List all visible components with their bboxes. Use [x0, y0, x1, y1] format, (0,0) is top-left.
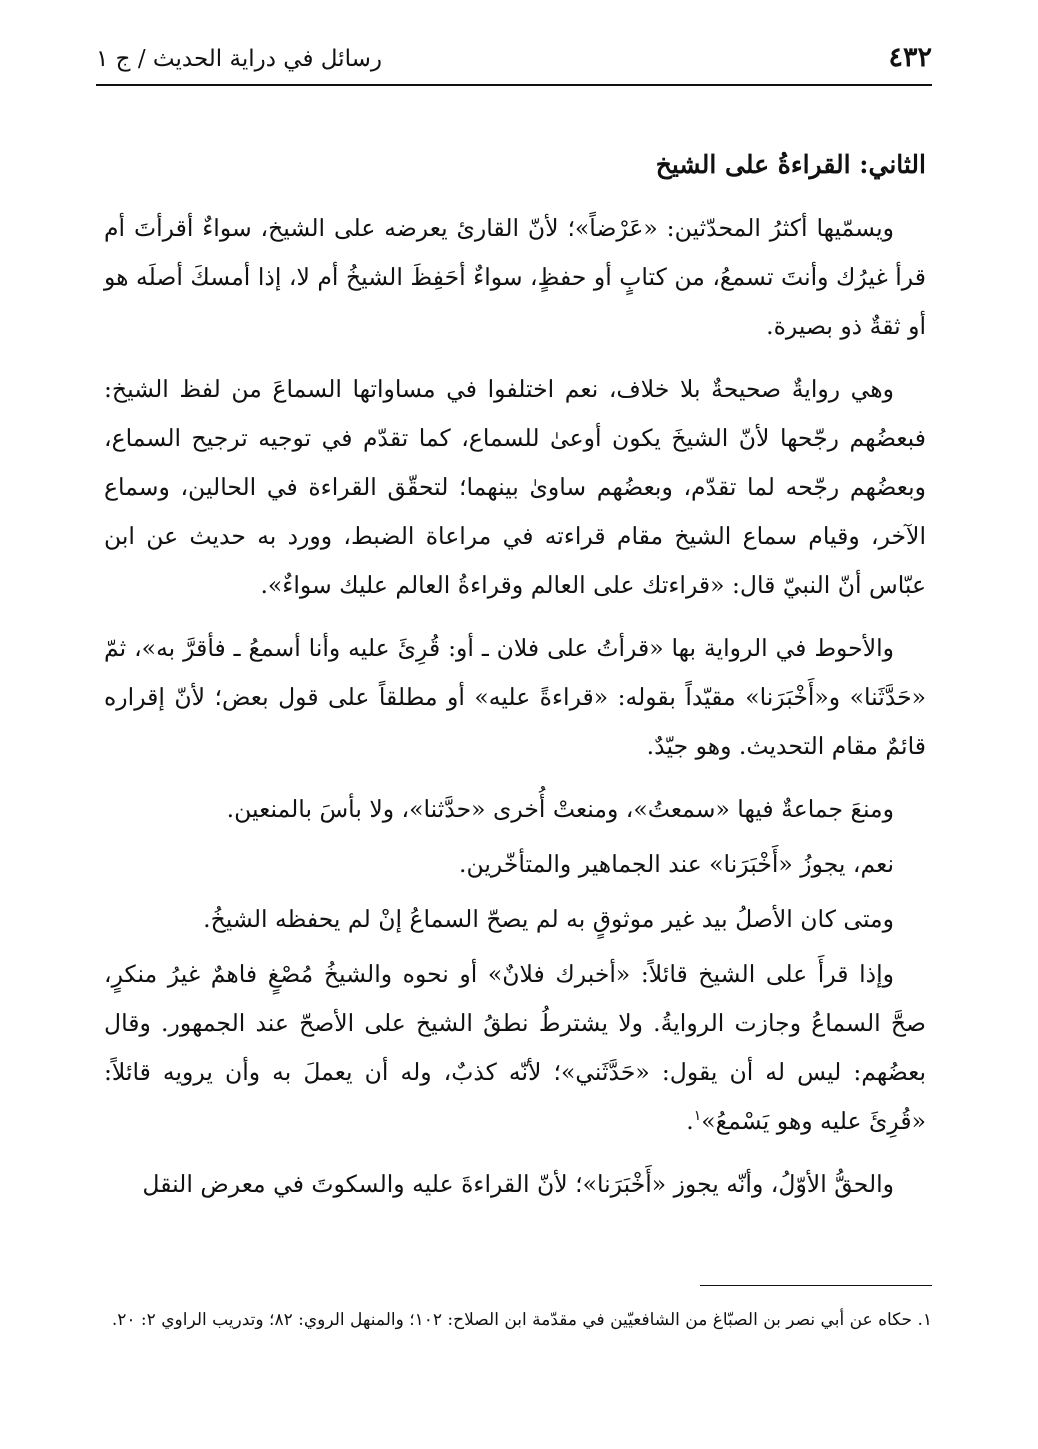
- paragraph-7-text: وإذا قرأَ على الشيخ قائلاً: «أخبرك فلانٌ» أو نحوه والشيخُ مُصْغٍ فاهمٌ غيرُ منكرٍ، صحَّ السماعُ وجازت الروايةُ. ولا يشترطُ نطقُ الشيخ على الأصحّ عند الجمهور. وقال بعضُهم: ليس له أن يقول: «حَدَّثَني»؛ لأنّه كذبٌ، وله أن يعملَ به وأن يرويه قائلاً: «قُرِئَ عليه وهو يَسْمعُ»: [104, 960, 926, 1135]
- paragraph-5: نعم، يجوزُ «أَخْبَرَنا» عند الجماهير والمتأخّرين.: [459, 850, 894, 878]
- footnote-rule: [700, 1285, 932, 1286]
- paragraph-4: ومنعَ جماعةٌ فيها «سمعتُ»، ومنعتْ أُخرى «حدَّثنا»، ولا بأسَ بالمنعين.: [226, 795, 894, 823]
- paragraph-6: ومتى كان الأصلُ بيد غير موثوقٍ به لم يصحّ السماعُ إنْ لم يحفظه الشيخُ.: [203, 905, 894, 933]
- paragraph-7: [104, 950, 926, 1146]
- header-rule: [96, 84, 932, 86]
- footnote-1: ١. حكاه عن أبي نصر بن الصبّاغ من الشافعيّين في مقدّمة ابن الصلاح: ١٠٢؛ والمنهل الروي: ٨٢؛ وتدريب الراوي ٢: ٢٠.: [111, 1310, 932, 1330]
- page-number: ٤٣٢: [888, 42, 932, 73]
- running-title: رسائل في دراية الحديث / ج ١: [96, 46, 382, 72]
- footnote-marker[interactable]: ١: [693, 1108, 702, 1125]
- paragraph-3: والأحوط في الرواية بها «قرأتُ على فلان ـ أو: قُرِئَ عليه وأنا أسمعُ ـ فأقرَّ به»، ثمّ «حَدَّثَنا» و«أَخْبَرَنا» مقيّداً بقوله: «قراءةً عليه» أو مطلقاً على قول بعض؛ لأنّ إقراره قائمٌ مقام التحديث. وهو جيّدٌ.: [104, 634, 926, 760]
- running-header: [96, 36, 932, 86]
- paragraph-8: والحقُّ الأوّلُ، وأنّه يجوز «أَخْبَرَنا»؛ لأنّ القراءةَ عليه والسكوتَ في معرض النقل: [142, 1170, 894, 1198]
- paragraph-7-end: .: [686, 1107, 694, 1135]
- section-heading-label: الثاني:: [859, 150, 926, 179]
- paragraph-2: وهي روايةٌ صحيحةٌ بلا خلاف، نعم اختلفوا في مساواتها السماعَ من لفظ الشيخ: فبعضُهم رجّحها لأنّ الشيخَ يكون أوعىٰ للسماع، كما تقدّم في توجيه ترجيح السماع، وبعضُهم رجّحه لما تقدّم، وبعضُهم ساوىٰ بينهما؛ لتحقّق القراءة في الحالين، وسماع الآخر، وقيام سماع الشيخ مقام قراءته في مراعاة الضبط، وورد به حديث عن ابن عبّاس أنّ النبيّ قال: «قراءتك على العالم وقراءةُ العالم عليك سواءٌ».: [104, 375, 926, 599]
- body-text: [104, 140, 926, 1223]
- section-heading: [104, 140, 926, 190]
- paragraph-1: ويسمّيها أكثرُ المحدّثين: «عَرْضاً»؛ لأنّ القارئ يعرضه على الشيخ، سواءٌ أقرأتَ أم قرأ غيرُك وأنتَ تسمعُ، من كتابٍ أو حفظٍ، سواءٌ أحَفِظَ الشيخُ أم لا، إذا أمسكَ أصلَه هو أو ثقةٌ ذو بصيرة.: [104, 214, 926, 340]
- section-heading-title: القراءةُ على الشيخ: [655, 150, 860, 179]
- footnotes: [100, 1302, 932, 1338]
